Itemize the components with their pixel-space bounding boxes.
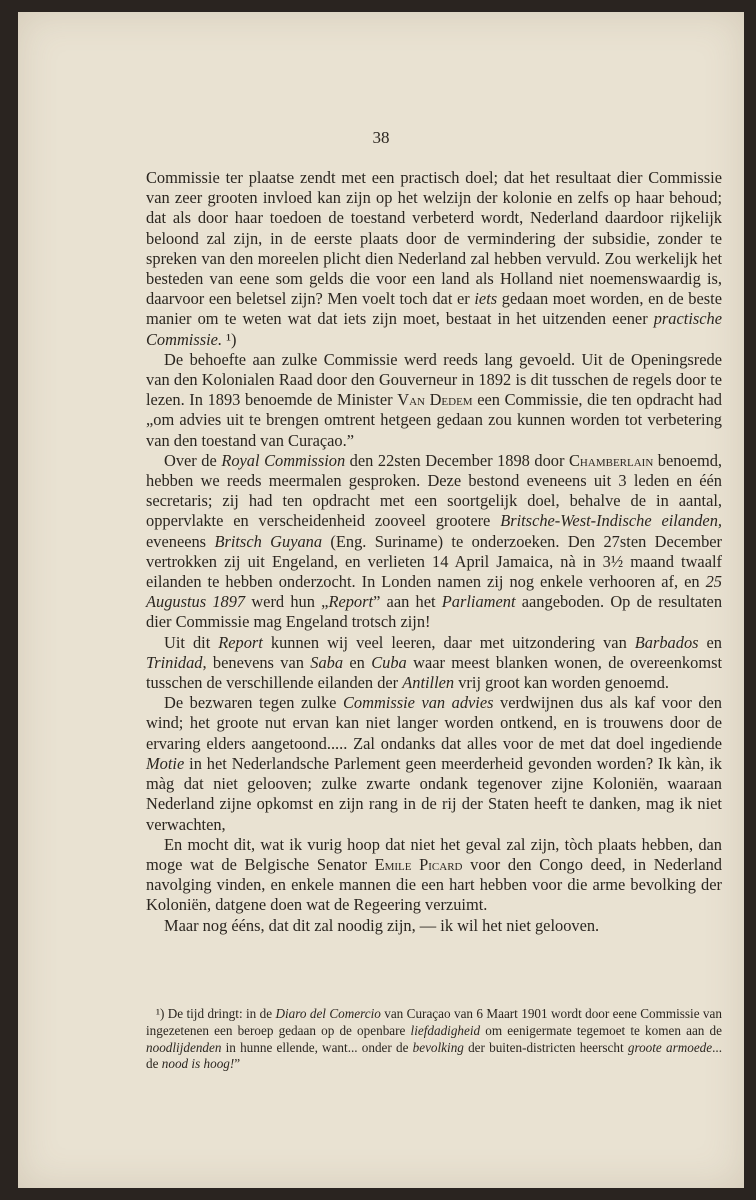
- text-run: om eenigermate tegemoet te komen aan de: [480, 1022, 722, 1038]
- italic-text: Trinidad: [146, 652, 203, 672]
- paragraph: [146, 451, 722, 633]
- italic-text: Cuba: [371, 652, 407, 672]
- text-run: De behoefte aan zulke Commissie werd reeds lang gevoeld. Uit de Openingsrede van den Kolonialen Raad door den Gouverneur in 1892 is dit tusschen de regels door te lezen. In 1893 benoemde de Minister: [146, 349, 722, 410]
- text-run: ¹): [222, 329, 237, 349]
- italic-text: Britsch Guyana: [214, 531, 323, 551]
- paragraph: [146, 350, 722, 451]
- text-run: En mocht dit, wat ik vurig hoop dat niet het geval zal zijn, tòch plaats hebben, dan moge wat de Belgische Senator: [146, 834, 722, 874]
- italic-text: Royal Commission: [221, 450, 346, 470]
- page-number: 38: [372, 128, 390, 147]
- italic-text: groote armoede: [627, 1039, 713, 1055]
- paragraph: [146, 916, 722, 936]
- italic-text: Commissie van advies: [342, 693, 494, 713]
- text-run: verdwijnen dus als kaf voor den wind; het groote nut ervan kan niet langer worden ontkend, en is trouwens door de ervaring elders aangetoond..... Zal ondanks dat alles voor de met dat doel ingediende: [146, 693, 722, 753]
- italic-text: Antillen: [402, 673, 455, 693]
- small-caps-name: Chamberlain: [569, 450, 654, 470]
- footnote: [146, 1006, 722, 1073]
- italic-text: Report: [218, 632, 263, 652]
- text-run: werd hun „: [245, 592, 329, 612]
- text-run: , benevens van: [202, 652, 311, 672]
- text-run: van Curaçao van 6 Maart 1901 wordt door eene Commissie van ingezetenen een beroep gedaan op de openbare: [146, 1006, 722, 1038]
- text-run: benoemd, hebben we reeds meermalen gesproken. Deze bestond eveneens uit 3 leden en één secretaris; zij had ten opdracht met een soortgelijk doel, behalve de in aantal, oppervlakte en verscheidenheid zooveel grootere: [146, 450, 722, 531]
- text-run: Maar nog ééns, dat dit zal noodig zijn, — ik wil het niet gelooven.: [164, 915, 600, 935]
- italic-text: practische Commissie.: [146, 309, 722, 349]
- italic-text: Barbados: [634, 632, 699, 652]
- italic-text: Motie: [146, 753, 185, 773]
- paragraph: [146, 168, 722, 350]
- text-run: in het Nederlandsche Parlement geen meerderheid gevonden worden? Ik kàn, ik màg dat niet gelooven; zulke zwarte ondank tegenover zijne Koloniën, waaraan Nederland zijne opkomst en zijn rang in de rij der Staten heeft te danken, mag ik niet verwachten,: [146, 753, 722, 834]
- footnotes: [146, 1006, 722, 1073]
- text-run: aangeboden. Op de resultaten dier Commissie mag Engeland trotsch zijn!: [146, 592, 723, 632]
- text-run: De bezwaren tegen zulke: [164, 693, 343, 713]
- text-run: gedaan moet worden, en de beste manier om te weten wat dat iets zijn moet, bestaat in het uitzenden eener: [146, 289, 722, 329]
- italic-text: noodlijdenden: [146, 1039, 222, 1055]
- text-run: Uit dit: [164, 632, 219, 652]
- small-caps-name: Emile Picard: [374, 854, 463, 874]
- text-run: een Commissie, die ten opdracht had „om advies uit te brengen omtrent hetgeen gedaan zou kunnen worden tot verbetering van den toestand van Curaçao.”: [146, 390, 723, 450]
- text-run: Over de: [164, 450, 222, 470]
- text-run: eveneens: [146, 531, 215, 551]
- italic-text: nood is hoog!: [161, 1056, 235, 1072]
- body-text: [146, 168, 722, 936]
- italic-text: 25 Augustus 1897: [146, 572, 722, 612]
- text-run: (Eng. Suriname) te onderzoeken. Den 27sten December vertrokken zij uit Engeland, en verlieten 14 April Jamaica, nà in 3½ maand twaalf eilanden te hebben onderzocht. In Londen namen zij nog enkele verhooren af, en: [146, 531, 722, 592]
- text-run: en: [698, 632, 722, 652]
- text-run: ”: [234, 1056, 241, 1072]
- italic-text: Diaro del Comercio: [275, 1006, 381, 1021]
- italic-text: liefdadigheid: [410, 1022, 481, 1038]
- book-page: [18, 12, 744, 1188]
- italic-text: Parliament: [441, 592, 516, 612]
- text-run: en: [343, 652, 372, 672]
- italic-text: Britsche-West-Indische eilanden,: [500, 511, 722, 531]
- italic-text: iets: [474, 289, 498, 309]
- text-run: ¹) De tijd dringt: in de: [156, 1006, 276, 1021]
- italic-text: Saba: [310, 652, 344, 672]
- text-run: vrij groot kan worden genoemd.: [454, 673, 669, 693]
- small-caps-name: Van Dedem: [397, 390, 473, 410]
- text-run: in hunne ellende, want... onder de: [221, 1039, 413, 1055]
- italic-text: bevolking: [412, 1039, 464, 1055]
- text-run: ... de: [146, 1039, 723, 1072]
- paragraph: [146, 835, 722, 916]
- text-run: waar meest blanken wonen, de overeenkomst tusschen de verschillende eilanden der: [146, 652, 723, 693]
- text-run: kunnen wij veel leeren, daar met uitzondering van: [262, 632, 635, 652]
- text-run: Commissie ter plaatse zendt met een practisch doel; dat het resultaat dier Commissie van zeer grooten invloed kan zijn op het welzijn der kolonie en zelfs op haar behoud; dat als door haar toedoen de toestand verbeterd wordt, Nederland daardoor rijkelijk beloond zal zijn, in de eerste plaats door de vermindering der subsidie, zonder te spreken van den moreelen plicht dien Nederland zal hebben vervuld. Zou werkelijk het besteden van eene som gelds die voor een land als Holland niet noemenswaardig is, daarvoor een beletsel zijn? Men voelt toch dat er: [146, 168, 722, 309]
- text-run: ” aan het: [373, 592, 442, 612]
- italic-text: Report: [328, 592, 374, 612]
- text-run: voor den Congo deed, in Nederland navolging vinden, en enkele mannen die een hart hebben voor die arme bevolking der Koloniën, datgene doen wat de Regeering verzuimt.: [146, 854, 722, 915]
- text-run: der buiten-districten heerscht: [463, 1039, 628, 1055]
- paragraph: [146, 693, 722, 834]
- text-run: den 22sten December 1898 door: [345, 450, 569, 470]
- paragraph: [146, 633, 722, 694]
